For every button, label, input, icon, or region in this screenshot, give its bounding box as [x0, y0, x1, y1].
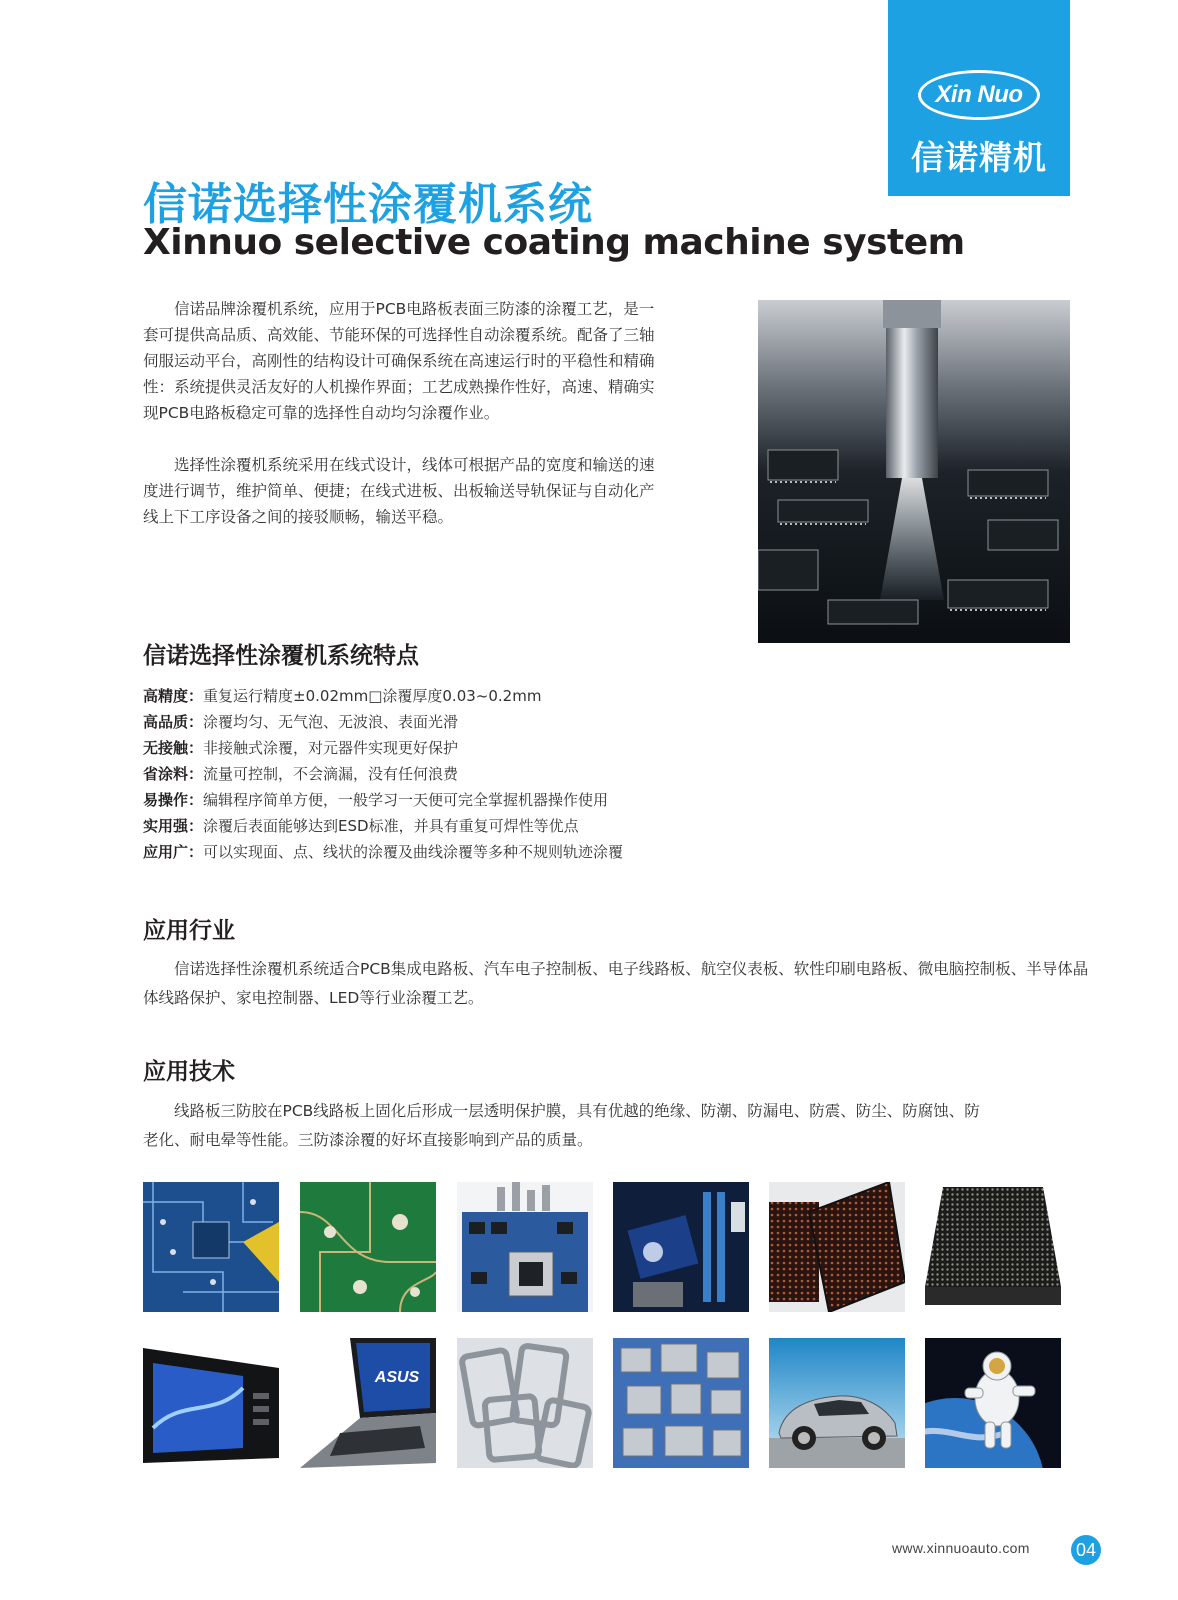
feature-term: 易操作： — [143, 791, 204, 809]
industry-heading: 应用行业 — [143, 918, 235, 944]
hero-image-coating-nozzle — [758, 300, 1070, 643]
brand-logo — [918, 70, 1040, 120]
thumb-led-module — [769, 1182, 905, 1312]
laptop-brand-logo: ASUS — [374, 1369, 420, 1386]
page-title-cn: 信诺选择性涂覆机系统 — [143, 179, 593, 230]
feature-term: 高品质： — [143, 713, 204, 731]
industry-text-block — [143, 955, 1103, 1013]
feature-desc: 流量可控制，不会滴漏，没有任何浪费 — [203, 765, 459, 783]
page-title-en: Xinnuo selective coating machine system — [143, 222, 965, 263]
feature-desc: 涂覆均匀、无气泡、无波浪、表面光滑 — [203, 713, 459, 731]
brand-name: 信诺精机 — [911, 138, 1047, 177]
feature-term: 应用广： — [143, 843, 204, 861]
features-heading: 信诺选择性涂覆机系统特点 — [143, 643, 419, 669]
feature-term: 无接触： — [143, 739, 204, 757]
brand-box — [888, 0, 1070, 196]
footer-url: www.xinnuoauto.com — [892, 1540, 1030, 1556]
feature-desc: 非接触式涂覆，对元器件实现更好保护 — [203, 739, 459, 757]
thumb-metal-shields — [613, 1338, 749, 1468]
feature-desc: 编辑程序简单方便，一般学习一天便可完全掌握机器操作使用 — [203, 791, 609, 809]
feature-item — [143, 813, 743, 839]
thumb-green-pcb — [300, 1182, 436, 1312]
industry-text: 信诺选择性涂覆机系统适合PCB集成电路板、汽车电子控制板、电子线路板、航空仪表板、软性印刷电路板、微电脑控制板、半导体晶体线路保护、家电控制器、LED等行业涂覆工艺。 — [143, 960, 1089, 1007]
logo-text: Xin Nuo — [935, 81, 1023, 108]
feature-term: 高精度： — [143, 687, 204, 705]
technology-text-block — [143, 1097, 988, 1155]
thumb-car — [769, 1338, 905, 1468]
feature-item — [143, 761, 743, 787]
page-number: 04 — [1071, 1535, 1101, 1565]
thumb-metal-frames — [457, 1338, 593, 1468]
intro-paragraph-2: 选择性涂覆机系统采用在线式设计，线体可根据产品的宽度和输送的速度进行调节，维护简单、便捷；在线式进板、出板输送导轨保证与自动化产线上下工序设备之间的接驳顺畅，输送平稳。 — [143, 456, 655, 526]
thumb-astronaut — [925, 1338, 1061, 1468]
intro-paragraph-1: 信诺品牌涂覆机系统，应用于PCB电路板表面三防漆的涂覆工艺，是一套可提供高品质、高效能、节能环保的可选择性自动涂覆系统。配备了三轴伺服运动平台，高刚性的结构设计可确保系统在高速运行时的平稳性和精确性：系统提供灵活友好的人机操作界面；工艺成熟操作性好，高速、精确实现PCB电路板稳定可靠的选择性自动均匀涂覆作业。 — [143, 300, 655, 422]
thumb-motherboard — [613, 1182, 749, 1312]
thumb-tablet — [143, 1338, 279, 1468]
feature-item — [143, 839, 743, 865]
feature-desc: 涂覆后表面能够达到ESD标准，并具有重复可焊性等优点 — [203, 817, 579, 835]
technology-text: 线路板三防胶在PCB线路板上固化后形成一层透明保护膜，具有优越的绝缘、防潮、防漏电、防震、防尘、防腐蚀、防老化、耐电晕等性能。三防漆涂覆的好坏直接影响到产品的质量。 — [143, 1102, 980, 1149]
features-list — [143, 683, 743, 865]
technology-heading: 应用技术 — [143, 1059, 235, 1085]
feature-term: 省涂料： — [143, 765, 204, 783]
feature-item — [143, 787, 743, 813]
thumb-graphics-card — [457, 1182, 593, 1312]
feature-term: 实用强： — [143, 817, 204, 835]
feature-item — [143, 735, 743, 761]
thumb-laptop — [300, 1338, 436, 1468]
feature-desc: 可以实现面、点、线状的涂覆及曲线涂覆等多种不规则轨迹涂覆 — [203, 843, 624, 861]
thumb-blue-pcb — [143, 1182, 279, 1312]
feature-item — [143, 683, 743, 709]
feature-desc: 重复运行精度±0.02mm□涂覆厚度0.03~0.2mm — [203, 687, 542, 705]
feature-item — [143, 709, 743, 735]
intro-text — [143, 296, 663, 530]
thumb-led-display — [925, 1182, 1061, 1312]
